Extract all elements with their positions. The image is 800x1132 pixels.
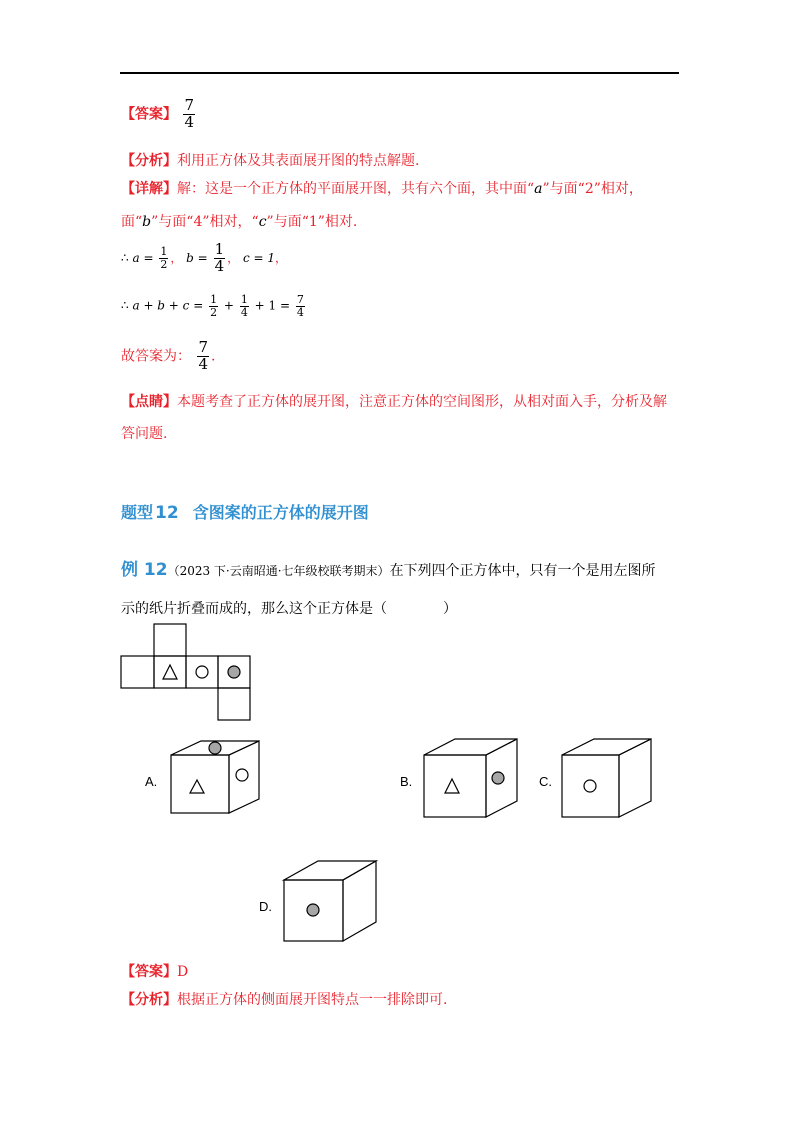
- var-c: c: [258, 214, 267, 230]
- comment-text-2: 答问题.: [121, 426, 168, 442]
- option-a-label[interactable]: A.: [145, 774, 158, 789]
- detail-text-1a: 解：这是一个正方体的平面展开图，共有六个面，其中面“: [177, 181, 535, 197]
- therefore-symbol: ∴: [121, 250, 129, 265]
- eq1-b-num: 1: [214, 240, 225, 258]
- cube-b-gray-circle-icon: [492, 772, 504, 784]
- example-text-1: 在下列四个正方体中，只有一个是用左图所: [389, 563, 656, 579]
- analysis-tag: 【分析】: [121, 153, 177, 169]
- cube-c-circle-icon: [584, 780, 596, 792]
- section-number: 12: [155, 503, 179, 523]
- eq2-t2-den: 4: [240, 305, 248, 319]
- cube-d-side-face: [343, 861, 376, 941]
- eq1-b-lhs: b =: [186, 250, 208, 265]
- detail-text-2c: ”与面“1”相对.: [266, 214, 358, 230]
- option-b-label[interactable]: B.: [400, 774, 413, 789]
- net-square-3: [186, 656, 218, 688]
- analysis2-line: [121, 989, 447, 1009]
- detail-text-2b: ”与面“4”相对，“: [151, 214, 259, 230]
- therefore-symbol-2: ∴: [121, 298, 129, 313]
- answer2-tag: 【答案】: [121, 964, 177, 980]
- net-square-1: [121, 656, 154, 688]
- cube-d: [284, 861, 376, 941]
- final-text: 故答案为：: [121, 348, 191, 365]
- answer2-line: [121, 961, 188, 981]
- eq1-sep-2: ，: [227, 250, 240, 265]
- cube-b-top-face: [424, 739, 517, 755]
- eq1-c-expr: c = 1: [242, 250, 275, 265]
- final-num: 7: [198, 338, 208, 356]
- gray-circle-icon: [228, 666, 240, 678]
- analysis2-text: 根据正方体的侧面展开图特点一一排除即可.: [177, 992, 448, 1008]
- var-a: a: [534, 181, 543, 197]
- triangle-icon: [163, 665, 177, 679]
- answer-numerator: 7: [184, 96, 194, 114]
- final-end: .: [211, 348, 216, 365]
- comment-text-1: 本题考查了正方体的展开图，注意正方体的空间图形，从相对面入手，分析及解: [177, 394, 667, 410]
- eq1-a-den: 2: [160, 257, 168, 271]
- example-text-2: 示的纸片折叠而成的，那么这个正方体是（ ）: [121, 601, 457, 617]
- analysis-text: 利用正方体及其表面展开图的特点解题.: [177, 153, 420, 169]
- cube-d-top-face: [284, 861, 376, 880]
- eq2-lhs: a + b + c =: [132, 298, 204, 313]
- var-b: b: [142, 214, 152, 230]
- comment-tag: 【点睛】: [121, 394, 177, 410]
- net-square-top: [154, 624, 186, 656]
- eq2-r-num: 7: [296, 293, 304, 306]
- eq1-a-num: 1: [160, 245, 168, 259]
- net-square-2: [154, 656, 186, 688]
- eq1-sep-3: ，: [275, 250, 288, 265]
- eq2-t1-num: 1: [210, 293, 218, 306]
- cube-c-side-face: [619, 739, 651, 817]
- cube-d-gray-circle-icon: [307, 904, 319, 916]
- eq2-t1-den: 2: [210, 305, 218, 319]
- detail-tag: 【详解】: [121, 181, 177, 197]
- eq1-a-lhs: a =: [132, 250, 154, 265]
- answer-tag: 【答案】: [121, 106, 177, 123]
- answer-denominator: 4: [184, 112, 194, 131]
- cube-a-circle-icon: [236, 769, 248, 781]
- detail-text-2a: 面“: [121, 214, 143, 230]
- cube-a: [171, 741, 259, 813]
- option-d-label[interactable]: D.: [259, 899, 272, 914]
- eq2-r-den: 4: [296, 305, 304, 319]
- circle-icon: [196, 666, 208, 678]
- eq2-t2-num: 1: [240, 293, 248, 306]
- cube-a-side-face: [229, 741, 259, 813]
- section-prefix: 题型: [121, 503, 154, 522]
- eq2-plus: +: [223, 298, 234, 313]
- cube-b-triangle-icon: [445, 779, 459, 793]
- example-label: 例 12: [121, 560, 168, 580]
- cube-a-triangle-icon: [190, 780, 204, 793]
- cube-net: [121, 624, 250, 720]
- cube-a-front-face: [171, 755, 229, 813]
- net-square-bottom: [218, 688, 250, 720]
- cube-b: [424, 739, 517, 817]
- eq1-b-den: 4: [214, 256, 225, 275]
- answer2-value: D: [177, 964, 189, 980]
- eq2-term3: + 1 =: [254, 298, 291, 313]
- example-source: （2023 下·云南昭通·七年级校联考期末）: [167, 564, 390, 578]
- analysis2-tag: 【分析】: [121, 992, 177, 1008]
- section-heading: 含图案的正方体的展开图: [192, 503, 369, 522]
- option-c-label[interactable]: C.: [539, 774, 552, 789]
- detail-text-1b: ”与面“2”相对，: [542, 181, 643, 197]
- cube-c-top-face: [562, 739, 651, 755]
- cube-a-gray-circle-icon: [209, 742, 221, 754]
- cube-c-front-face: [562, 755, 619, 817]
- final-den: 4: [198, 354, 208, 373]
- eq1-sep-1: ，: [170, 250, 183, 265]
- cube-c: [562, 739, 651, 817]
